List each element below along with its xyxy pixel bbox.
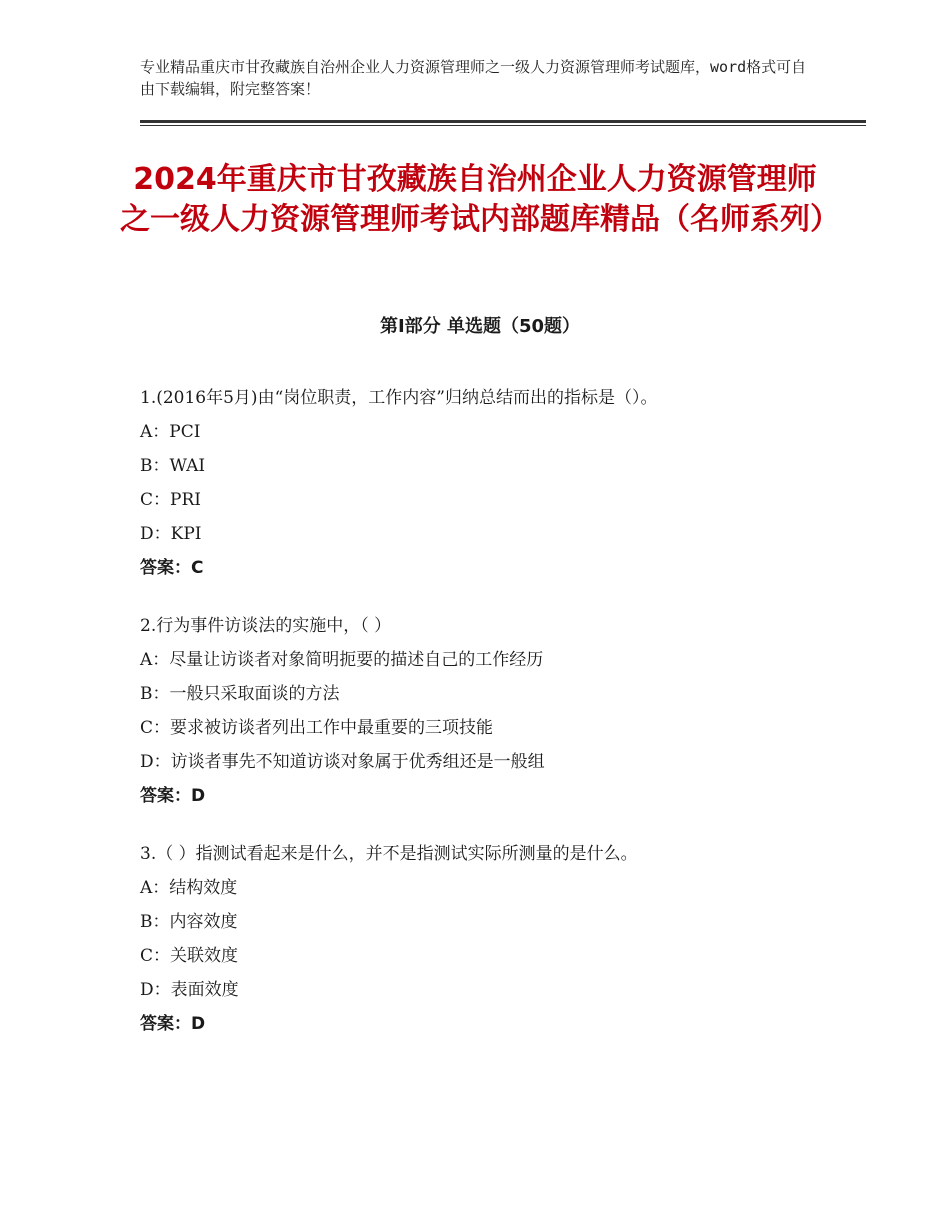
answer: 答案：D bbox=[140, 1014, 206, 1034]
option-b: B：一般只采取面谈的方法 bbox=[140, 684, 340, 704]
header-note: 专业精品重庆市甘孜藏族自治州企业人力资源管理师之一级人力资源管理师考试题库，word格式可自由下载编辑，附完整答案！ bbox=[140, 58, 807, 98]
option-c: C：关联效度 bbox=[140, 946, 239, 966]
question-2 bbox=[140, 612, 820, 810]
option-b: B：WAI bbox=[140, 456, 206, 476]
option-c: C：要求被访谈者列出工作中最重要的三项技能 bbox=[140, 718, 494, 738]
header-divider-thin bbox=[140, 125, 866, 126]
question-3 bbox=[140, 840, 820, 1038]
option-b: B：内容效度 bbox=[140, 912, 238, 932]
option-d: D：KPI bbox=[140, 524, 202, 544]
question-stem: 2.行为事件访谈法的实施中，（ ） bbox=[140, 616, 392, 636]
option-c: C：PRI bbox=[140, 490, 201, 510]
question-stem: 3.（ ）指测试看起来是什么，并不是指测试实际所测量的是什么。 bbox=[140, 844, 638, 864]
option-a: A：结构效度 bbox=[140, 878, 238, 898]
document-title: 2024年重庆市甘孜藏族自治州企业人力资源管理师之一级人力资源管理师考试内部题库精品（名师系列） bbox=[120, 162, 840, 237]
question-list bbox=[140, 384, 820, 1068]
option-d: D：表面效度 bbox=[140, 980, 239, 1000]
answer: 答案：D bbox=[140, 786, 206, 806]
option-d: D：访谈者事先不知道访谈对象属于优秀组还是一般组 bbox=[140, 752, 545, 772]
question-stem: 1.(2016年5月)由“岗位职责，工作内容”归纳总结而出的指标是（）。 bbox=[140, 388, 658, 408]
option-a: A：尽量让访谈者对象简明扼要的描述自己的工作经历 bbox=[140, 650, 544, 670]
header-divider bbox=[140, 120, 866, 123]
answer: 答案：C bbox=[140, 558, 204, 578]
question-1 bbox=[140, 384, 820, 582]
option-a: A：PCI bbox=[140, 422, 201, 442]
section-title: 第Ⅰ部分 单选题（50题） bbox=[379, 316, 580, 337]
